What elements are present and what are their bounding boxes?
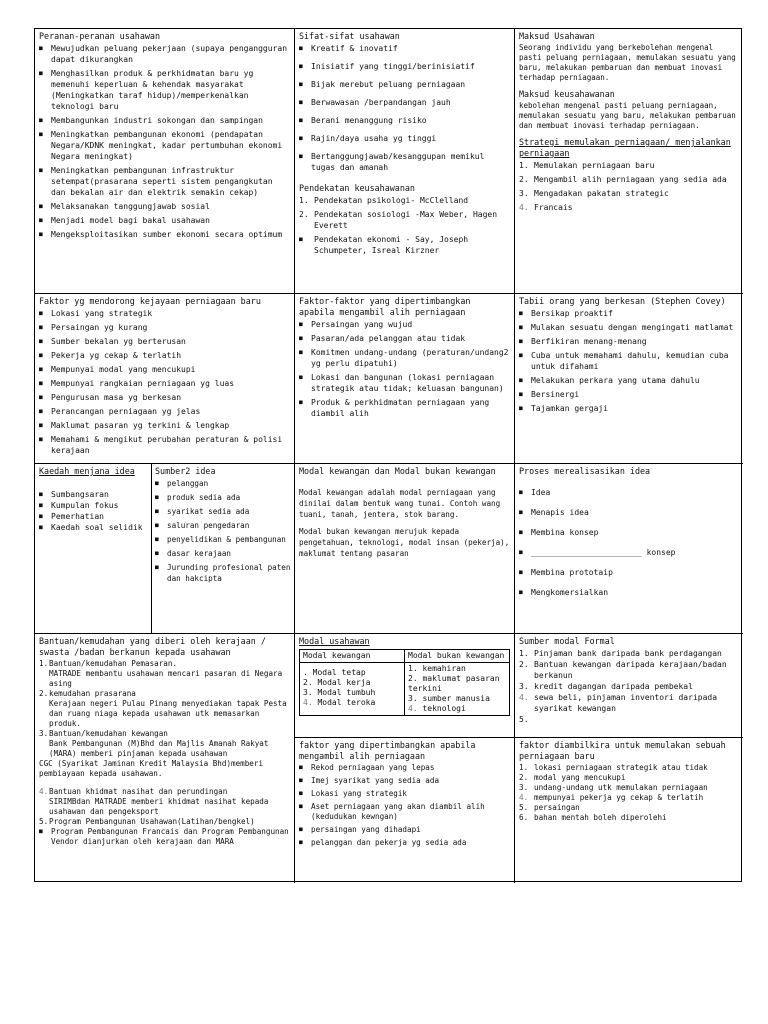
kaedah-idea: [35, 464, 151, 633]
list-item: ■ Meningkatkan pembangunan ekonomi (pendapatan Negara/KDNK meningkat, kadar pertumbuhan ekonomi Negara meningkat): [39, 129, 290, 162]
list-item: ■ Membina prototaip: [519, 567, 739, 578]
list-item: ■ Komitmen undang-undang (peraturan/undang2 yg perlu dipatuhi): [299, 347, 510, 369]
table-cell: 1. kemahiran 2. maklumat pasaran terkini 3. sumber manusia 4. teknologi: [405, 663, 510, 716]
list-item: ■ Berani menanggung risiko: [299, 115, 510, 126]
proses-list: [519, 487, 739, 598]
list-item: 4. mempunyai pekerja yg cekap & terlatih: [519, 793, 704, 802]
list-item: ■ Aset perniagaan yang akan diambil alih (kedudukan kewngan): [299, 802, 510, 822]
list-item: ■ Tajamkan gergaji: [519, 403, 739, 414]
cell-sifat-usahawan: [295, 29, 515, 294]
cell-faktor-kejayaan: [35, 294, 295, 464]
definition-text: kebolehan mengenal pasti peluang perniagaan, memulakan sesuatu yang baru, melakukan pembaruan dan membuat inovasi terhadap perniagaan.: [519, 101, 736, 130]
peranan-list: [39, 43, 290, 240]
cell-title: Sifat-sifat usahawan: [299, 31, 400, 41]
list-item: ■ Kreatif & inovatif: [299, 43, 510, 54]
list-item: ■ produk sedia ada: [155, 492, 292, 503]
list-item: 4. Francais: [519, 203, 573, 212]
list-item: ■ Kaedah soal selidik: [39, 522, 147, 533]
list-item: ■ Mewujudkan peluang pekerjaan (supaya pengangguran dapat dikurangkan: [39, 43, 290, 65]
section-title: Strategi memulakan perniagaan/ menjalankan perniagaan: [519, 137, 731, 158]
list-item: 2. modal yang mencukupi: [519, 773, 626, 782]
table-row: [300, 663, 510, 716]
list-item: 1. Pinjaman bank daripada bank perdagangan: [519, 649, 722, 658]
cell-title: Sumber modal Formal: [519, 636, 615, 646]
list-item: 1. Memulakan perniagaan baru: [519, 161, 655, 170]
cell-idea: [35, 464, 295, 634]
list-item: 4. Bantuan khidmat nasihat dan perundingan SIRIMBdan MATRADE memberi khidmat nasihat kepada usahawan dan pengeksport: [39, 787, 269, 816]
cell-title: Faktor-faktor yang dipertimbangkan apabila mengambil alih perniagaan: [299, 296, 471, 317]
cell-modal-kewangan: [295, 464, 515, 634]
sumber-idea: [152, 464, 295, 633]
list-item: 3. kredit dagangan daripada pembekal: [519, 682, 693, 691]
list-item: ■ Bersinergi: [519, 389, 739, 400]
list-item: ■ Perancangan perniagaan yg jelas: [39, 406, 290, 417]
kaedah-list: [39, 489, 147, 533]
cell-title: faktor diambilkira untuk memulakan sebuah perniagaan baru: [519, 740, 726, 761]
cell-faktor-perniagaan-baru: [515, 738, 743, 883]
list-item: ■ Mempunyai modal yang mencukupi: [39, 364, 290, 375]
perniagaan-baru-list: [519, 763, 739, 823]
list-item: ■ Pengurusan masa yg berkesan: [39, 392, 290, 403]
list-item: ■ penyelidikan & pembangunan: [155, 534, 292, 545]
ambil-alih-list: [299, 319, 510, 419]
list-item: ■ Idea: [519, 487, 739, 498]
list-item: ■ dasar kerajaan: [155, 548, 292, 559]
list-item: 3. undang-undang utk memulakan perniagaan: [519, 783, 708, 792]
list-item: ■ Bersikap proaktif: [519, 308, 739, 319]
list-item: ■ pelanggan dan pekerja yg sedia ada: [299, 838, 510, 848]
cell-maksud-usahawan: [515, 29, 743, 294]
cell-title: Kaedah menjana idea: [39, 466, 135, 476]
cell-proses-idea: [515, 464, 743, 634]
paragraph: CGC (Syarikat Jaminan Kredit Malaysia Bhd)memberi pembiayaan kepada usahawan.: [39, 759, 264, 778]
list-item: ■ Persaingan yang wujud: [299, 319, 510, 330]
list-item: ■ Memahami & mengikut perubahan peraturan & polisi kerajaan: [39, 434, 290, 456]
list-item: ■ Rajin/daya usaha yg tinggi: [299, 133, 510, 144]
tabii-list: [519, 308, 739, 414]
list-item: ■ Jurunding profesional paten dan hakcipta: [155, 562, 292, 584]
cell-title: Proses merealisasikan idea: [519, 466, 651, 476]
list-item: 2. Bantuan kewangan daripada kerajaan/badan berkanun: [519, 660, 727, 680]
cell-title: Modal usahawan: [299, 636, 370, 646]
list-item: ■ persaingan yang dihadapi: [299, 825, 510, 835]
list-item: ■ Meningkatkan pembangunan infrastruktur setempat(prasarana seperti sistem pengangkutan dan bekalan air dan elektrik semakin cekap): [39, 165, 290, 198]
cell-faktor-ambil-alih-2: [295, 738, 515, 883]
cell-title: Tabii orang yang berkesan (Stephen Covey): [519, 296, 726, 306]
pendekatan-list: [299, 195, 510, 256]
sumber-modal-list: 1. Pinjaman bank daripada bank perdagangan 2. Bantuan kewangan daripada kerajaan/badan berkanun 3. kredit dagangan daripada pembekal 4. sewa beli, pinjaman inventori daripada syarikat kewangan 5.: [519, 648, 739, 714]
cell-title: Peranan-peranan usahawan: [39, 31, 161, 41]
table-header: Modal bukan kewangan: [405, 650, 510, 663]
list-item: ■ Imej syarikat yang sedia ada: [299, 776, 510, 786]
sifat-list: [299, 43, 510, 173]
bantuan-list: [39, 659, 290, 759]
section-title: Pendekatan keusahawanan: [299, 183, 415, 193]
strategi-list: [519, 160, 739, 213]
list-item: ■ Menjadi model bagi bakal usahawan: [39, 215, 290, 226]
list-item: ■ Program Pembangunan Francais dan Program Pembangunan Vendor dianjurkan oleh kerajaan dan MARA: [39, 827, 290, 847]
list-item: ■ Lokasi yang strategik: [39, 308, 290, 319]
list-item: 1. Bantuan/kemudahan Pemasaran. MATRADE membantu usahawan mencari pasaran di Negara asing: [39, 659, 283, 688]
list-item: ■ Kumpulan fokus: [39, 500, 147, 511]
cell-peranan-usahawan: [35, 29, 295, 294]
list-item: 2. Mengambil alih perniagaan yang sedia ada: [519, 175, 727, 184]
modal-table: [299, 649, 510, 716]
list-item: ■ Pemerhatian: [39, 511, 147, 522]
list-item: ■ Mengeksploitasikan sumber ekonomi secara optimum: [39, 229, 290, 240]
list-item: 1. Pendekatan psikologi- McClelland: [299, 196, 469, 205]
bantuan-list-2: [39, 787, 290, 847]
cell-title: Sumber2 idea: [155, 466, 216, 476]
list-item: ■ Melaksanakan tanggungjawab sosial: [39, 201, 290, 212]
list-item: ■ Produk & perkhidmatan perniagaan yang diambil alih: [299, 397, 510, 419]
list-item: ■ Melakukan perkara yang utama dahulu: [519, 375, 739, 386]
cell-title: faktor yang dipertimbangkan apabila mengambil alih perniagaan: [299, 740, 476, 761]
list-item: ■ Menghasilkan produk & perkhidmatan baru yg memenuhi keperluan & kehendak masyarakat (Meningkatkan taraf hidup)/memperkenalkan teknologi baru: [39, 68, 290, 112]
sumber-list: [155, 478, 292, 584]
list-item: ■ Lokasi dan bangunan (lokasi perniagaan strategik atau tidak; keluasan bangunan): [299, 372, 510, 394]
cell-title: Maksud Usahawan: [519, 31, 595, 41]
paragraph: Modal kewangan adalah modal perniagaan yang dinilai dalam bentuk wang tunai. Contoh wang tuani, tanah, jentera, stok barang.: [299, 488, 501, 519]
list-item: ■ Pendekatan ekonomi - Say, Joseph Schumpeter, Isreal Kirzner: [299, 235, 469, 255]
list-item: 3. Bantuan/kemudahan kewangan Bank Pembangunan (M)Bhd dan Majlis Amanah Rakyat (MARA) memberi pinjaman kepada usahawan: [39, 729, 269, 758]
list-item: ■ Pekerja yg cekap & terlatih: [39, 350, 290, 361]
list-item: ■ Sumbangsaran: [39, 489, 147, 500]
list-item: ■ syarikat sedia ada: [155, 506, 292, 517]
list-item: 4. sewa beli, pinjaman inventori daripada syarikat kewangan: [519, 693, 718, 713]
cell-modal-usahawan: [295, 634, 515, 738]
list-item: ■ Membangunkan industri sokongan dan sampingan: [39, 115, 290, 126]
table-cell: . Modal tetap 2. Modal kerja 3. Modal tumbuh 4. Modal teroka: [300, 663, 405, 716]
list-item: ■ Mulakan sesuatu dengan mengingati matlamat: [519, 322, 739, 333]
cell-sumber-modal: [515, 634, 743, 738]
list-item: ■ Menapis idea: [519, 507, 739, 518]
list-item: 2. kemudahan prasarana Kerajaan negeri Pulau Pinang menyediakan tapak Pesta dan ruang niaga kepada usahawan utk memasarkan produk.: [39, 689, 287, 728]
list-item: 2. Pendekatan sosiologi -Max Weber, Hagen Everett: [299, 210, 498, 230]
cell-bantuan-kerajaan: [35, 634, 295, 883]
cell-faktor-ambil-alih: [295, 294, 515, 464]
list-item: ■ Mempunyai rangkaian perniagaan yg luas: [39, 378, 290, 389]
cell-title: Faktor yg mendorong kejayaan perniagaan baru: [39, 296, 261, 306]
list-item: 5. persaingan: [519, 803, 580, 812]
list-item: ■ Inisiatif yang tinggi/berinisiatif: [299, 61, 510, 72]
list-item: ■ Persaingan yg kurang: [39, 322, 290, 333]
list-item: ■ Cuba untuk memahami dahulu, kemudian cuba untuk difahami: [519, 350, 739, 372]
list-item: ■ Lokasi yang strategik: [299, 789, 510, 799]
list-item: ■ Sumber bekalan yg berterusan: [39, 336, 290, 347]
list-item: 5. Program Pembangunan Usahawan(Latihan/bengkel): [39, 817, 255, 826]
kejayaan-list: [39, 308, 290, 456]
list-item: ■ Mengkomersialkan: [519, 587, 739, 598]
definition-text: Seorang individu yang berkebolehan mengenal pasti peluang perniagaan, memulakan sesuatu yang baru, melakukan pembaruan dan membuat inovasi terhadap perniagaan.: [519, 43, 736, 82]
notes-grid: [34, 28, 742, 882]
list-item: ■ Bijak merebut peluang perniagaan: [299, 79, 510, 90]
list-item: 3. Mengadakan pakatan strategic: [519, 189, 669, 198]
table-row: [300, 650, 510, 663]
list-item: ■ Rekod perniagaan yang lepas: [299, 763, 510, 773]
list-item: ■ saluran pengedaran: [155, 520, 292, 531]
list-item: 1. lokasi perniagaan strategik atau tidak: [519, 763, 708, 772]
list-item: ■ Berfikiran menang-menang: [519, 336, 739, 347]
list-item: ■ Berwawasan /berpandangan jauh: [299, 97, 510, 108]
ambil-alih-list-2: [299, 763, 510, 848]
list-item: ■ Maklumat pasaran yg terkini & lengkap: [39, 420, 290, 431]
cell-title: Bantuan/kemudahan yang diberi oleh kerajaan / swasta /badan berkanun kepada usahawan: [39, 636, 266, 657]
list-item: ■ pelanggan: [155, 478, 292, 489]
table-header: Modal kewangan: [300, 650, 405, 663]
list-item: ■ Bertanggungjawab/kesanggupan memikul tugas dan amanah: [299, 151, 510, 173]
cell-title: Modal kewangan dan Modal bukan kewangan: [299, 466, 496, 476]
list-item: 6. bahan mentah boleh diperolehi: [519, 813, 667, 822]
section-title: Maksud keusahawanan: [519, 89, 615, 99]
paragraph: Modal bukan kewangan merujuk kepada pengetahuan, teknologi, modal insan (pekerja), maklumat tentang pasaran: [299, 527, 510, 558]
list-item: ■ Pasaran/ada pelanggan atau tidak: [299, 333, 510, 344]
list-item: ■ _______________________ konsep: [519, 547, 739, 558]
cell-tabii-covey: [515, 294, 743, 464]
list-item: ■ Membina konsep: [519, 527, 739, 538]
